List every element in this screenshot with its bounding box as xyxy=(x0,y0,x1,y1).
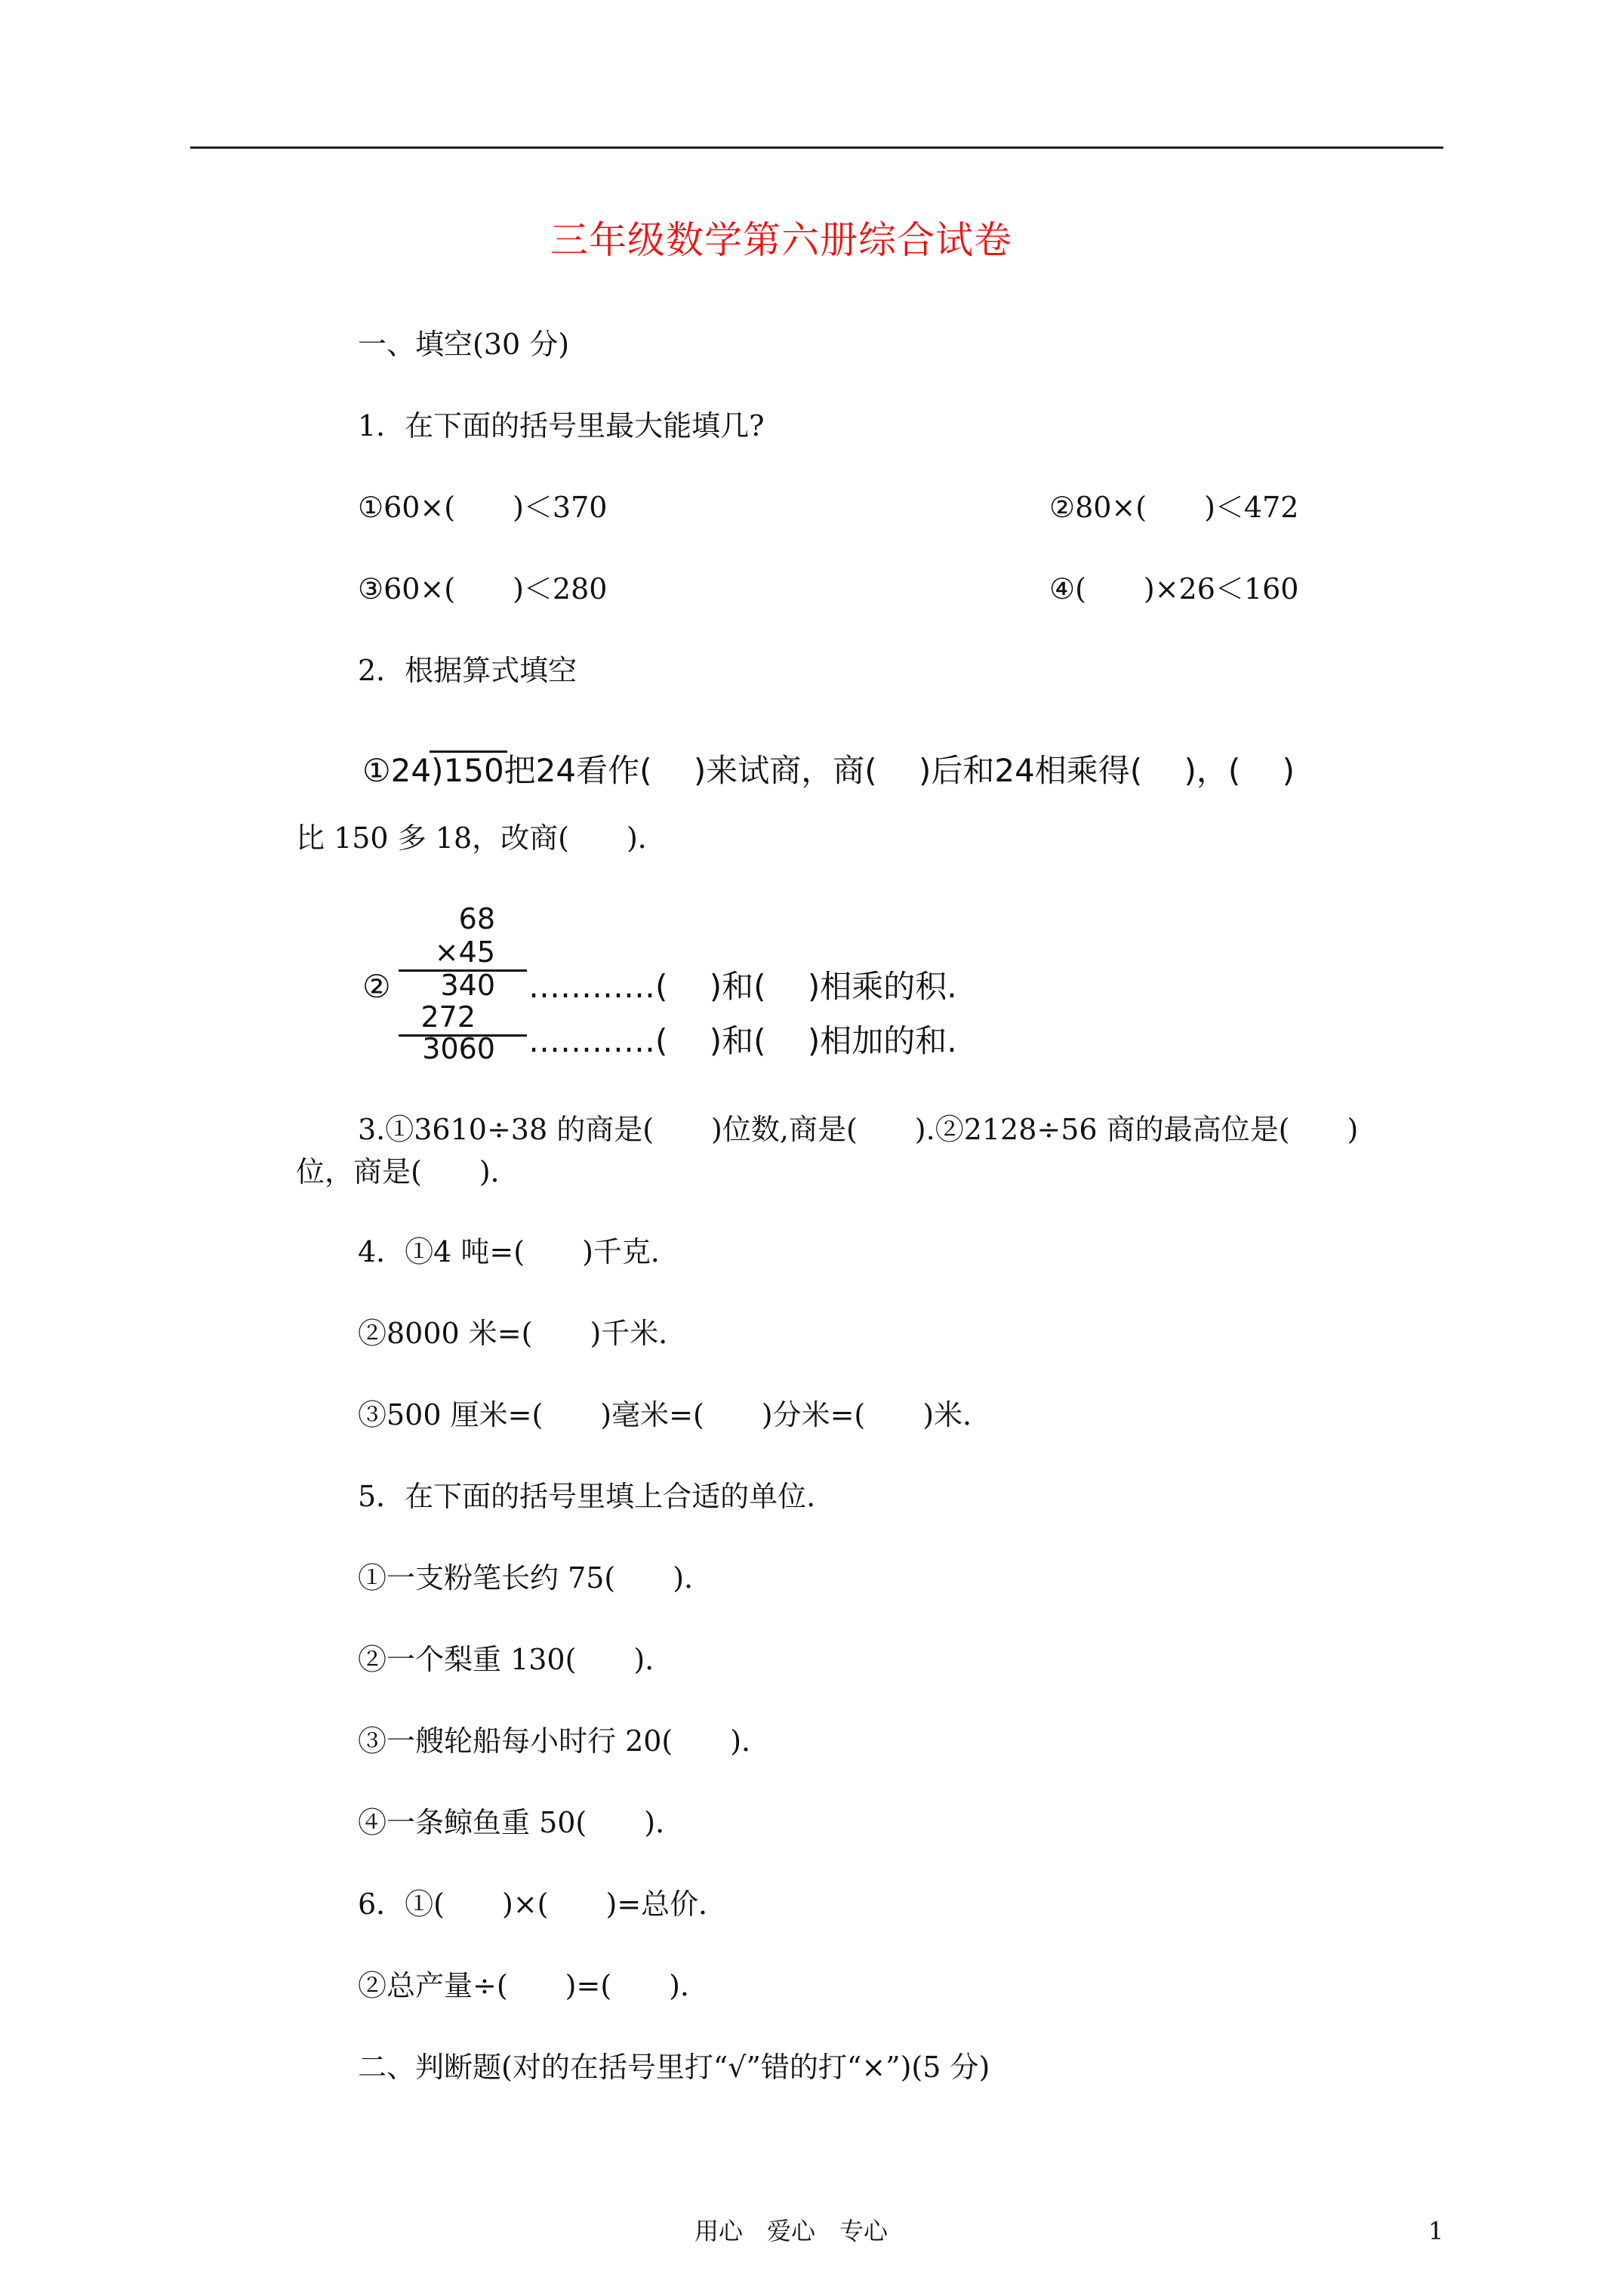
q2a-continuation: 比 150 多 18，改商( )． xyxy=(296,821,667,855)
footer-motto: 用心 爱心 专心 xyxy=(694,2217,888,2245)
section-2-heading: 二、判断题(对的在括号里打“√”错的打“×”)(5 分) xyxy=(358,2051,990,2084)
q2a-divisor: ①24 xyxy=(362,752,432,789)
q2b-line-1: …………( )和( )相乘的积. xyxy=(528,968,957,1005)
question-2: 2．根据算式填空 xyxy=(358,654,577,687)
q2b-marker: ② xyxy=(362,968,391,1005)
question-4-1: 4．①4 吨=( )千克． xyxy=(358,1235,679,1268)
question-6-2: ②总产量÷( )=( )． xyxy=(358,1969,709,2002)
q1-item-1: ①60×( )＜370 xyxy=(358,491,608,524)
calc-partial-2: 272 xyxy=(420,1000,476,1034)
question-4-2: ②8000 米=( )千米． xyxy=(358,1317,688,1350)
q5-item-2: ②一个梨重 130( )． xyxy=(358,1643,674,1676)
q1-item-3: ③60×( )＜280 xyxy=(358,572,608,606)
question-5: 5．在下面的括号里填上合适的单位. xyxy=(358,1480,816,1513)
division-bracket: )150 xyxy=(431,752,504,790)
q5-item-4: ④一条鲸鱼重 50( )． xyxy=(358,1806,685,1839)
page-title: 三年级数学第六册综合试卷 xyxy=(550,218,1012,262)
question-1: 1．在下面的括号里最大能填几? xyxy=(358,409,765,442)
q2b-line-2: …………( )和( )相加的和. xyxy=(528,1022,957,1059)
q5-item-1: ①一支粉笔长约 75( )． xyxy=(358,1561,713,1595)
q1-item-2: ②80×( )＜472 xyxy=(1049,491,1299,524)
question-6-1: 6．①( )×( )=总价． xyxy=(358,1888,728,1921)
section-1-heading: 一、填空(30 分) xyxy=(358,328,570,361)
question-3-line-1: 3.①3610÷38 的商是( )位数,商是( ).②2128÷56 商的最高位是( ) xyxy=(358,1113,1359,1146)
header-rule xyxy=(190,146,1443,149)
calc-partial-1: 340 xyxy=(440,969,495,1002)
q2a-dividend: 150 xyxy=(443,752,504,789)
q2a-long-division-line xyxy=(362,752,1295,790)
question-4-3: ③500 厘米=( )毫米=( )分米=( )米． xyxy=(358,1398,992,1432)
q2a-text: 把24看作( )来试商，商( )后和24相乘得( )，( ) xyxy=(504,752,1295,789)
calc-multiplicand: 68 xyxy=(458,902,495,935)
q1-item-4: ④( )×26＜160 xyxy=(1049,572,1299,606)
question-3-line-2: 位，商是( )． xyxy=(296,1155,519,1188)
q5-item-3: ③一艘轮船每小时行 20( )． xyxy=(358,1724,771,1758)
page-number: 1 xyxy=(1428,2217,1444,2245)
calc-product: 3060 xyxy=(422,1032,495,1065)
calc-multiplier: ×45 xyxy=(434,935,495,969)
